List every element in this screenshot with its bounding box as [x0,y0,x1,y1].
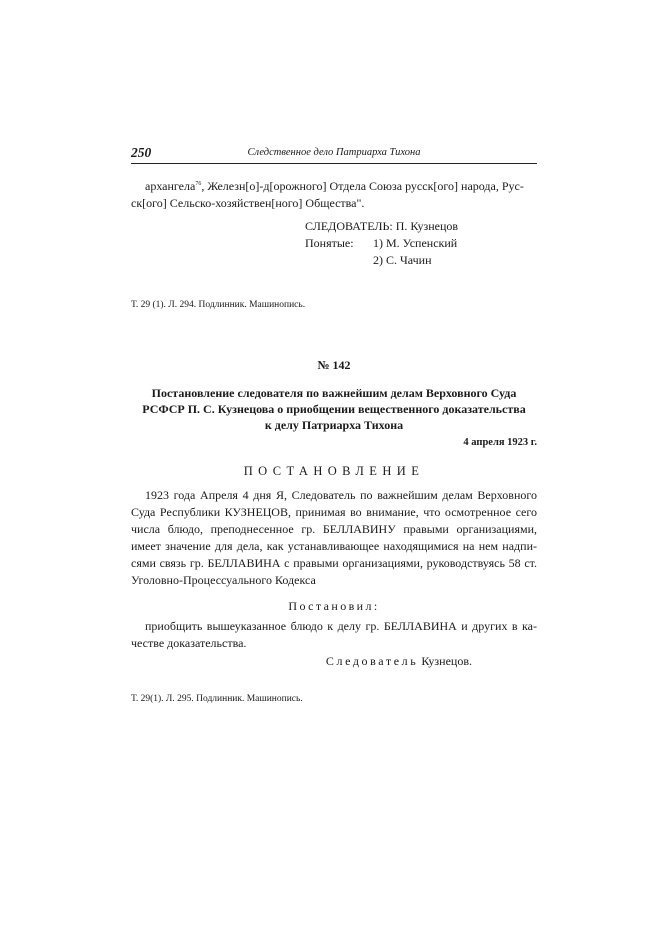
investigator-signature: СЛЕДОВАТЕЛЬ: П. Кузнецов [305,219,459,233]
witness-2: 2) С. Чачин [373,253,432,267]
document-page [131,140,537,706]
signature-block [305,218,537,269]
page-number: 250 [131,145,152,160]
resolution-heading: ПОСТАНОВЛЕНИЕ [243,464,425,478]
document-number: № 142 [317,358,351,372]
signer-role: Следователь [325,654,419,668]
document-title: Постановление следователя по важнейшим делам Верховного Суда РСФСР П. С. Кузнецова о приобщении вещественного доказательства к делу Патриарха Тихона [142,386,526,432]
footnote-ref: 76 [195,181,202,187]
document-date: 4 апреля 1923 г. [463,437,537,448]
archive-note-295: Т. 29(1). Л. 295. Подлинник. Машинопись. [131,694,303,704]
header-rule [131,163,537,164]
page-header [131,140,537,162]
resolved-label: Постановил: [288,599,380,613]
continuation-paragraph: архангела$^{76}$, Железн[о]-д[орожного] Отдела Союза русск[ого] народа, Рус- ск[ого] Сельско-хозяйствен[ного] Общества". [131,179,524,210]
running-title: Следственное дело Патриарха Тихона [247,147,421,158]
signer-name: Кузнецов. [421,654,472,668]
witnesses-row [305,235,537,252]
signer [131,654,537,669]
witness-1: 1) М. Успенский [373,236,458,250]
document-body: 1923 года Апреля 4 дня Я, Следователь по важнейшим делам Верховного Суда Республики КУЗНЕЦОВ, принимая во внимание, что осмотренное сего числа блюдо, преподнесенное гр. БЕЛЛАВИНУ правыми организациями, имеет значение для дела, как устанавливающее находящимися на нем надпи- сями связь гр. БЕЛЛАВИНА с правыми организациями, руководствуясь 58 ст. Уголовно-Процессуального Кодекса [131,488,537,587]
witnesses-label: Понятые: [305,236,354,250]
archive-note-294: Т. 29 (1). Л. 294. Подлинник. Машинопись. [131,300,306,310]
resolution-text: приобщить вышеуказанное блюдо к делу гр. БЕЛЛАВИНА и других в ка- честве доказательства. [131,619,537,650]
